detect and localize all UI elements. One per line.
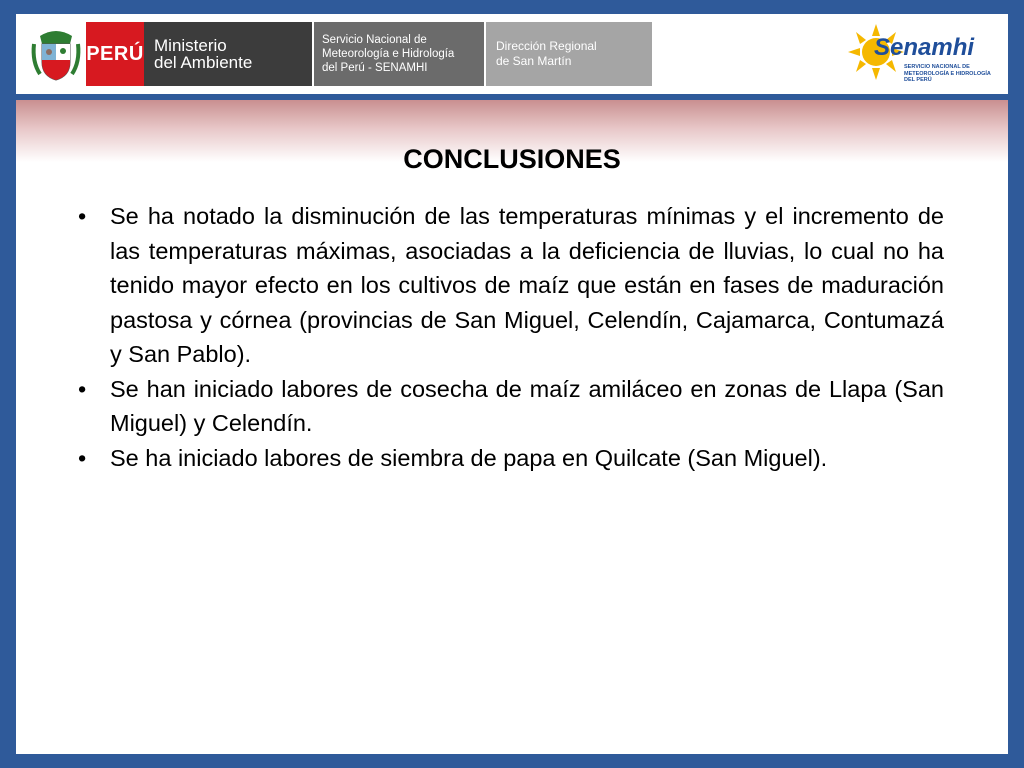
list-item-text: Se ha iniciado labores de siembra de papa en Quilcate (San Miguel).	[110, 444, 828, 471]
list-item	[76, 372, 944, 441]
direccion-line-2: de San Martín	[496, 54, 572, 68]
list-item-text: Se ha notado la disminución de las temperaturas mínimas y el incremento de las temperaturas máximas, asociadas a la deficiencia de lluvias, lo cual no ha tenido mayor efecto en los cultivos de maíz que están en fases de maduración pastosa y córnea (provincias de San Miguel, Celendín, Cajamarca, Contumazá y San Pablo).	[110, 203, 944, 367]
slide-title: CONCLUSIONES	[403, 144, 621, 174]
bullet-icon: •	[78, 444, 87, 471]
senamhi-line-3: del Perú - SENAMHI	[322, 62, 428, 74]
list-item-text: Se han iniciado labores de cosecha de maíz amiláceo en zonas de Llapa (San Miguel) y Celendín.	[110, 375, 944, 436]
list-item	[76, 441, 944, 476]
ministerio-line-2: del Ambiente	[154, 53, 253, 72]
ministerio-line-1: Ministerio	[154, 36, 227, 55]
slide-content-area	[16, 14, 1008, 754]
peru-label: PERÚ	[86, 22, 144, 86]
senamhi-logo	[846, 20, 996, 84]
header-bar	[16, 14, 1008, 94]
bullet-icon: •	[78, 203, 87, 229]
senamhi-line-2: Meteorología e Hidrología	[322, 48, 455, 60]
ministerio-block	[144, 22, 312, 86]
senamhi-logo-word: Senamhi	[874, 34, 975, 61]
direccion-block	[486, 22, 652, 86]
direccion-line-1: Dirección Regional	[496, 39, 597, 53]
senamhi-block	[314, 22, 484, 86]
list-item	[76, 199, 944, 372]
government-logo-strip	[26, 22, 652, 86]
conclusions-list	[76, 199, 944, 475]
senamhi-line-1: Servicio Nacional de	[322, 34, 427, 46]
senamhi-logo-subtitle: SERVICIO NACIONAL DE METEOROLOGÍA E HIDROLOGÍA DEL PERÚ	[904, 64, 991, 83]
coat-of-arms-icon	[26, 22, 86, 86]
bullet-icon: •	[78, 375, 87, 402]
